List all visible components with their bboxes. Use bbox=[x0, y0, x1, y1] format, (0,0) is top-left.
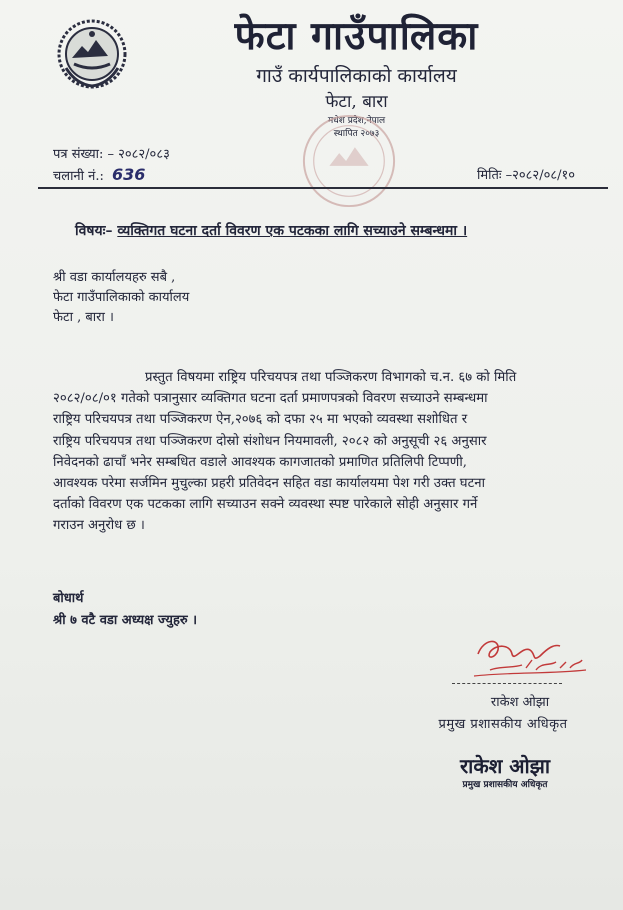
body-line: प्रस्तुत विषयमा राष्ट्रिय परिचयपत्र तथा पञ्जिकरण विभागको च.न. ६७ को मिति bbox=[145, 370, 517, 385]
body-line: निवेदनको ढाचाँ भनेर सम्बधित वडाले आवश्यक कागजातको प्रमाणित प्रतिलिपी टिप्पणी, bbox=[53, 454, 467, 470]
municipality-title: फेटा गाउँपालिका bbox=[234, 13, 479, 59]
date-row bbox=[477, 165, 575, 183]
office-subtitle: गाउँ कार्यपालिकाको कार्यालय bbox=[256, 65, 457, 87]
name-stamp-title: प्रमुख प्रशासकीय अधिकृत bbox=[462, 780, 548, 790]
handwritten-signature bbox=[470, 632, 590, 682]
date-value: २०८२/०८/१० bbox=[512, 168, 575, 183]
letter-number-label: पत्र संख्या: – bbox=[53, 147, 119, 162]
letter-reference-block bbox=[53, 145, 170, 187]
letter-body bbox=[53, 367, 583, 537]
addressee-block bbox=[53, 268, 189, 328]
body-line: गराउन अनुरोध छ । bbox=[53, 518, 145, 534]
subject-line bbox=[75, 221, 467, 240]
office-place: फेटा, बारा bbox=[325, 92, 388, 112]
body-line: २०८२/०८/०१ गतेको पत्रानुसार व्यक्तिगत घटना दर्ता प्रमाणपत्रको विवरण सच्याउने सम्बन्धमा bbox=[53, 391, 488, 407]
dispatch-number-row bbox=[53, 165, 170, 187]
signature-line bbox=[452, 683, 562, 684]
addressee-line: श्री वडा कार्यालयहरु सबै , bbox=[53, 270, 176, 285]
subject-text: व्यक्तिगत घटना दर्ता विवरण एक पटकका लागि सच्याउने सम्बन्धमा । bbox=[117, 223, 468, 239]
body-line: राष्ट्रिय परिचयपत्र तथा पञ्जिकरण ऐन,२०७६ को दफा २५ मा भएको व्यवस्था सशोधित र bbox=[53, 412, 468, 428]
signatory-name: राकेश ओझा bbox=[490, 695, 550, 710]
subject-label: विषयः– bbox=[75, 223, 113, 239]
addressee-line: फेटा , बारा । bbox=[53, 310, 114, 325]
body-line: आवश्यक परेमा सर्जमिन मुचुल्का प्रहरी प्रतिवेदन सहित वडा कार्यालयमा पेश गरी उक्त घटना bbox=[53, 476, 485, 492]
established-line: स्थापित २०७३ bbox=[333, 129, 380, 139]
name-stamp: राकेश ओझा bbox=[459, 754, 551, 778]
addressee-line: फेटा गाउँपालिकाको कार्यालय bbox=[53, 290, 190, 305]
copy-to-recipient: श्री ७ वटै वडा अध्यक्ष ज्युहरु । bbox=[53, 613, 198, 628]
letter-number-value: २०८२/०८३ bbox=[118, 147, 170, 162]
province-line: मधेश प्रदेश,नेपाल bbox=[327, 116, 386, 126]
dispatch-number-label: चलानी नं.: bbox=[53, 169, 109, 184]
dispatch-number-value: 636 bbox=[112, 165, 146, 184]
letter-number-row bbox=[53, 145, 170, 165]
header-divider bbox=[38, 187, 608, 189]
copy-to-label: बोधार्थ bbox=[53, 591, 84, 606]
copy-to-block bbox=[53, 588, 197, 632]
body-line: दर्ताको विवरण एक पटकका लागि सच्याउन सक्ने व्यवस्था स्पष्ट पारेकाले सोही अनुसार गर्ने bbox=[53, 497, 478, 513]
date-label: मितिः – bbox=[476, 168, 513, 183]
body-line: राष्ट्रिय परिचयपत्र तथा पञ्जिकरण दोस्रो संशोधन नियमावली, २०८२ को अनुसूची २६ अनुसार bbox=[53, 433, 487, 449]
office-seal-stamp bbox=[300, 112, 398, 210]
signatory-title: प्रमुख प्रशासकीय अधिकृत bbox=[438, 717, 568, 732]
